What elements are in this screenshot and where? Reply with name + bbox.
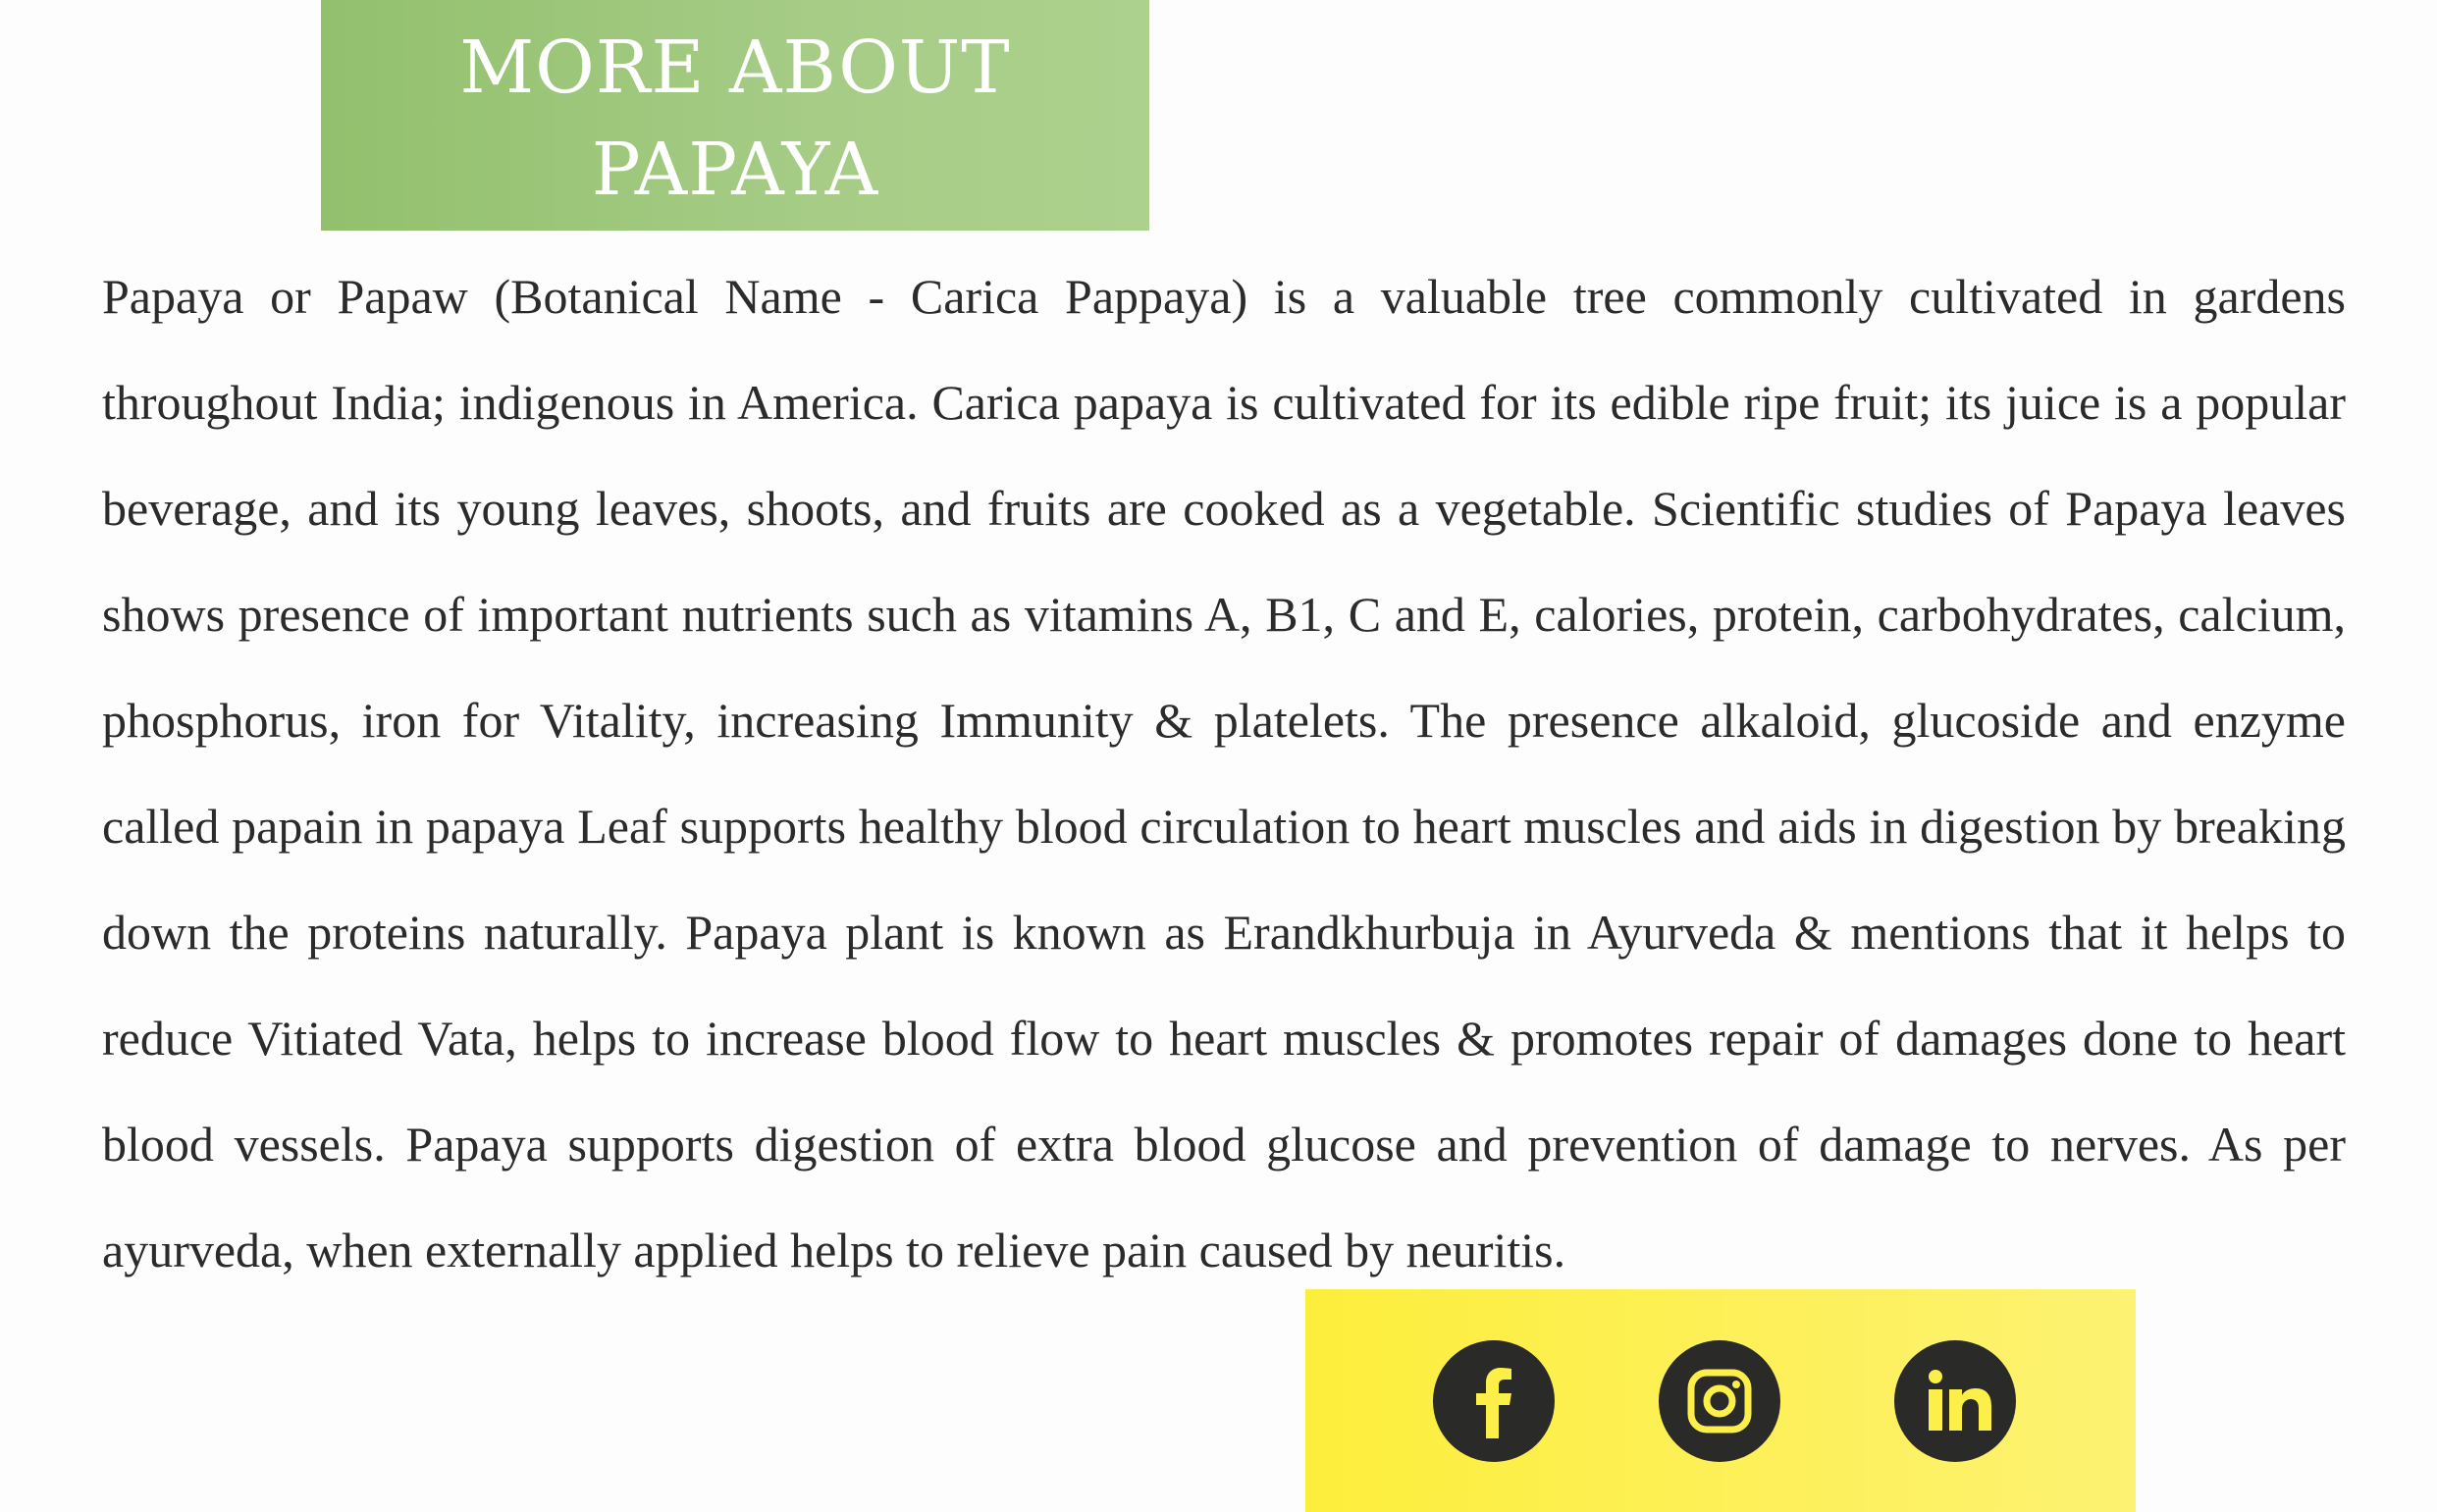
facebook-icon[interactable] (1433, 1340, 1555, 1462)
page-title (459, 17, 1010, 221)
title-line-1: MORE ABOUT (459, 25, 1011, 110)
title-line-2: PAPAYA (591, 127, 879, 212)
header-banner (321, 0, 1149, 231)
social-links-bar (1305, 1289, 2136, 1512)
instagram-icon[interactable] (1659, 1340, 1780, 1462)
description-paragraph: Papaya or Papaw (Botanical Name - Carica Pappaya) is a valuable tree commonly cultivated in gardens throughout India; indigenous in America. Carica papaya is cultivated for its edible ripe fruit; its juice is a popular beverage, and its young leaves, shoots, and fruits are cooked as a vegetable. Scientific studies of Papaya leaves shows presence of important nutrients such as vitamins A, B1, C and E, calories, protein, carbohydrates, calcium, phosphorus, iron for Vitality, increasing Immunity & platelets. The presence alkaloid, glucoside and enzyme called papain in papaya Leaf supports healthy blood circulation to heart muscles and aids in digestion by breaking down the proteins naturally. Papaya plant is known as Erandkhurbuja in Ayurveda & mentions that it helps to reduce Vitiated Vata, helps to increase blood flow to heart muscles & promotes repair of damages done to heart blood vessels. Papaya supports digestion of extra blood glucose and prevention of damage to nerves. As per ayurveda, when externally applied helps to relieve pain caused by neuritis. (102, 269, 2346, 1277)
linkedin-icon[interactable] (1894, 1340, 2016, 1462)
